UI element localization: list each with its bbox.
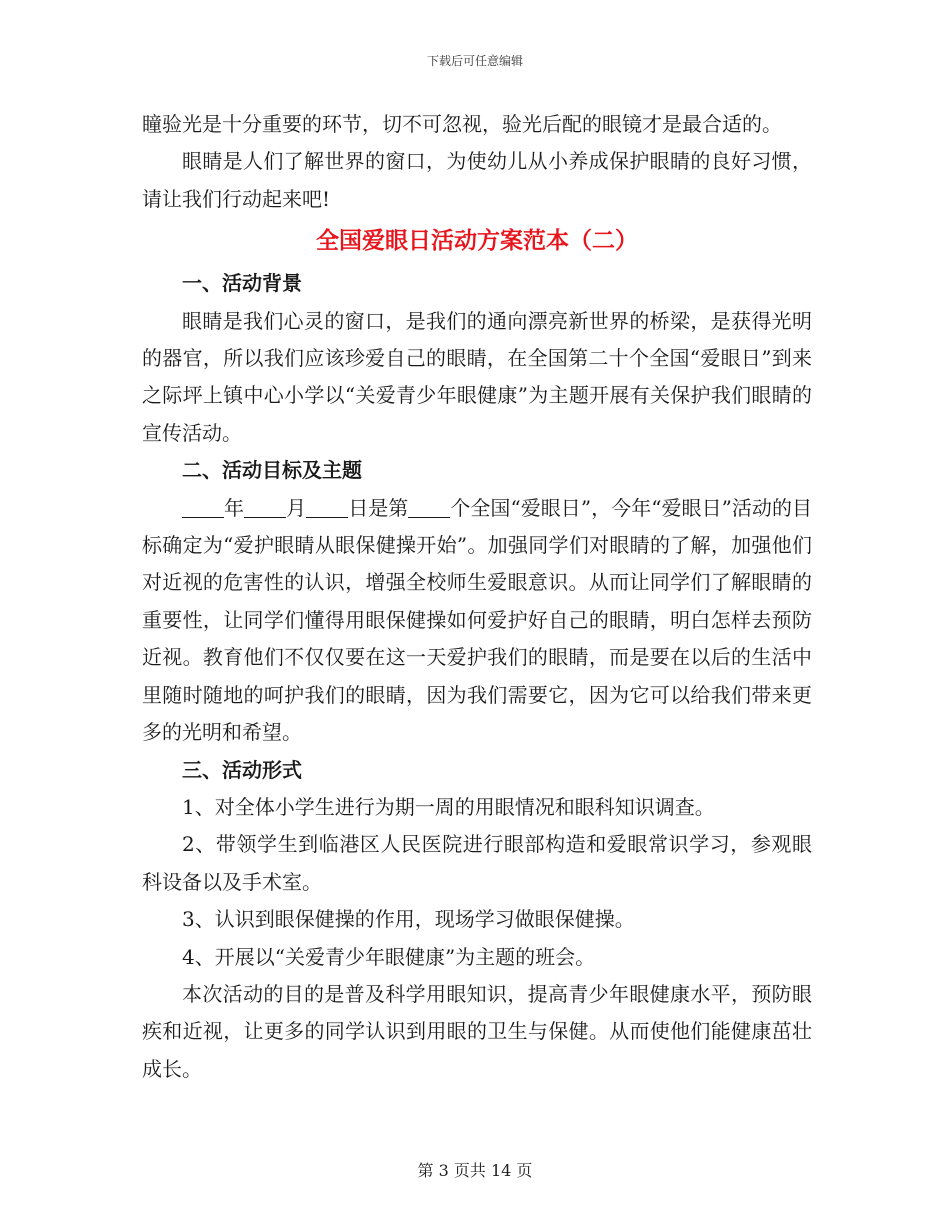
text-goals-rest: 个全国“爱眼日”，今年“爱眼日”活动的目标确定为“爱护眼睛从眼保健操开始”。加强同学们对眼睛的了解，加强他们对近视的危害性的认识，增强全校师生爱眼意识。从而让同学们了解眼睛的重要性，让同学们懂得用眼保健操如何爱护好自己的眼睛，明白怎样去预防近视。教育他们不仅仅要在这一天爱护我们的眼睛，而是要在以后的生活中里随时随地的呵护我们的眼睛，因为我们需要它，因为它可以给我们带来更多的光明和希望。 (142, 495, 812, 745)
blank-month (244, 497, 286, 518)
text-year: 年 (224, 495, 245, 520)
document-body (142, 106, 812, 1088)
list-item: 3、认识到眼保健操的作用，现场学习做眼保健操。 (182, 907, 635, 932)
section-heading-forms: 三、活动形式 (182, 757, 302, 782)
list-item: 4、开展以“关爱青少年眼健康”为主题的班会。 (182, 944, 596, 969)
section-heading-background: 一、活动背景 (182, 271, 302, 296)
text-month: 月 (286, 495, 307, 520)
page-header-note: 下载后可任意编辑 (426, 54, 523, 68)
page-number-footer: 第 3 页共 14 页 (417, 1161, 533, 1180)
paragraph-closing-call: 眼睛是人们了解世界的窗口，为使幼儿从小养成保护眼睛的良好习惯，请让我们行动起来吧! (142, 149, 812, 211)
text-day: 日是第 (348, 495, 409, 520)
blank-year (182, 497, 224, 518)
blank-ordinal (408, 497, 450, 518)
section-heading-goals: 二、活动目标及主题 (182, 458, 362, 483)
section-closing-paragraph: 本次活动的目的是普及科学用眼知识，提高青少年眼健康水平，预防眼疾和近视，让更多的同学认识到用眼的卫生与保健。从而使他们能健康茁壮成长。 (142, 981, 812, 1081)
paragraph-continued: 瞳验光是十分重要的环节，切不可忽视，验光后配的眼镜才是最合适的。 (142, 112, 782, 136)
list-item: 2、带领学生到临港区人民医院进行眼部构造和爱眼常识学习，参观眼科设备以及手术室。 (142, 832, 812, 894)
section-body-background: 眼睛是我们心灵的窗口，是我们的通向漂亮新世界的桥梁，是获得光明的器官，所以我们应该珍爱自己的眼睛，在全国第二十个全国“爱眼日”到来之际坪上镇中心小学以“关爱青少年眼健康”为主题开展有关保护我们眼睛的宣传活动。 (142, 308, 812, 445)
blank-day (306, 497, 348, 518)
list-item: 1、对全体小学生进行为期一周的用眼情况和眼科知识调查。 (182, 794, 715, 819)
document-title: 全国爱眼日活动方案范本（二） (316, 227, 638, 255)
section-body-goals (142, 490, 812, 752)
